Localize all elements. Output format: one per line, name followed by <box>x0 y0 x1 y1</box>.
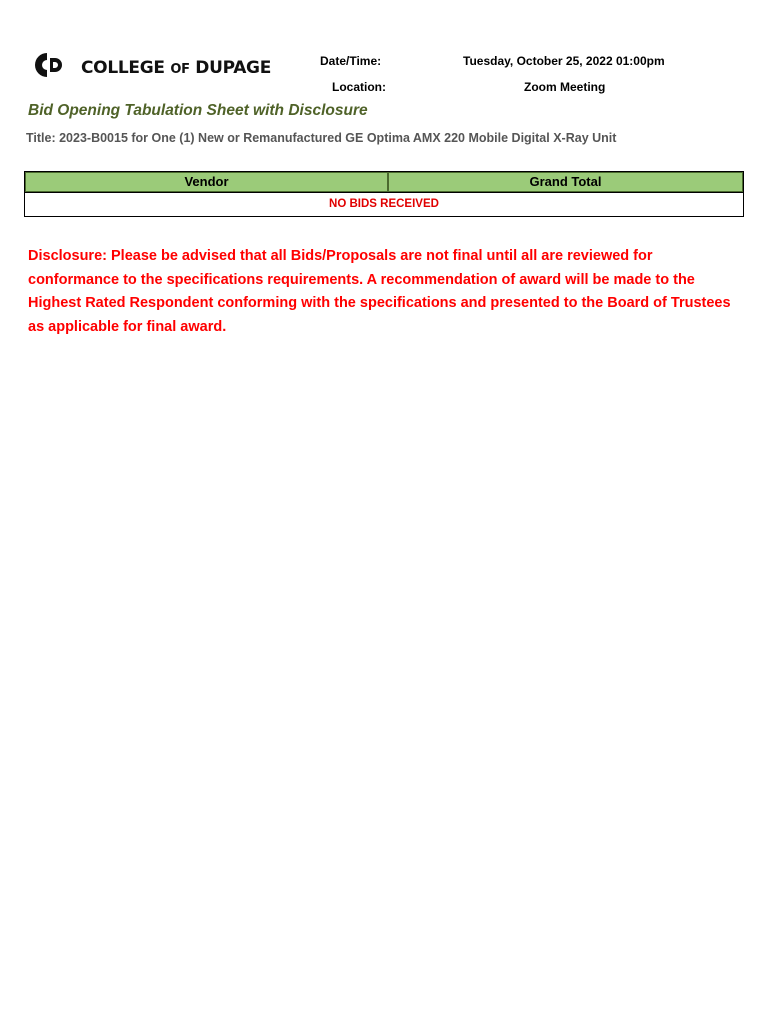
datetime-value: Tuesday, October 25, 2022 01:00pm <box>463 54 665 68</box>
logo-word-of: OF <box>170 62 190 77</box>
college-logo-text <box>81 58 271 78</box>
logo-word-college: COLLEGE <box>81 58 165 78</box>
grand-total-column-header: Grand Total <box>388 172 743 192</box>
location-value: Zoom Meeting <box>524 80 606 94</box>
datetime-label: Date/Time: <box>320 54 382 68</box>
table-header-row <box>25 172 743 193</box>
bid-title: Title: 2023-B0015 for One (1) New or Remanufactured GE Optima AMX 220 Mobile Digital X-Ray Unit <box>26 131 617 145</box>
college-logo-icon <box>33 50 67 80</box>
college-logo <box>33 48 271 82</box>
disclosure-text: Disclosure: Please be advised that all Bids/Proposals are not final until all are reviewed for conformance to the specifications requirements. A recommendation of award will be made to the Highest Rated Respondent conforming with the specifications and presented to the Board of Trustees as applicable for final award. <box>28 248 731 335</box>
location-label: Location: <box>332 80 386 94</box>
logo-word-dupage: DUPAGE <box>195 58 272 78</box>
vendor-column-header: Vendor <box>25 172 388 192</box>
bid-table <box>24 171 744 217</box>
sheet-title: Bid Opening Tabulation Sheet with Disclosure <box>28 102 368 119</box>
no-bids-row: NO BIDS RECEIVED <box>329 198 439 210</box>
